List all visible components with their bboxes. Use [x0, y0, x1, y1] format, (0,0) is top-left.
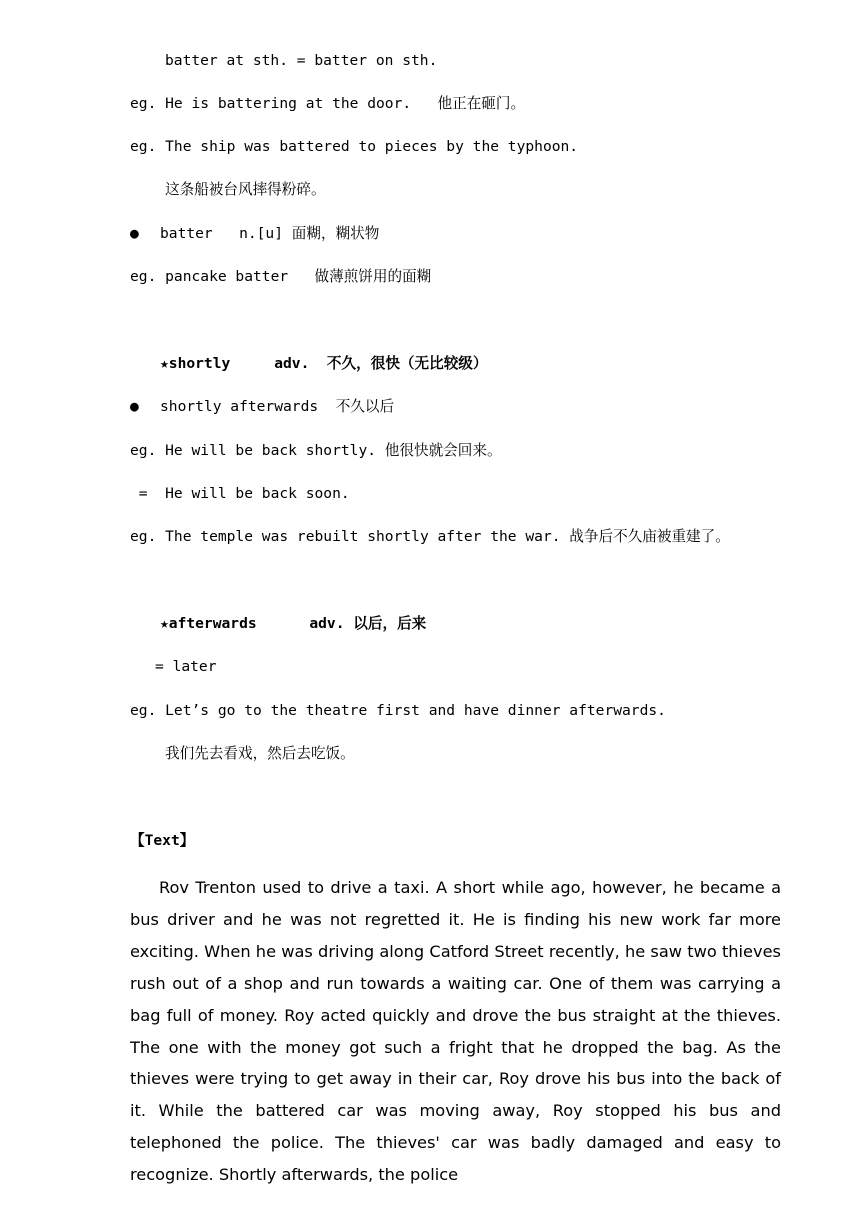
definition-batter-noun: batter n.[u] 面糊，糊状物 [160, 225, 380, 242]
example-ship-translation: 这条船被台风摔得粉碎。 [165, 181, 326, 198]
equivalent-back-soon: = He will be back soon. [130, 485, 350, 502]
definition-line-batter-at: batter at sth. = batter on sth. [165, 52, 438, 69]
headword-shortly: ★shortly adv. 不久，很快（无比较级） [160, 355, 488, 372]
section-heading-text: 【Text】 [130, 832, 195, 849]
example-ship-battered: eg. The ship was battered to pieces by the typhoon. [130, 138, 579, 155]
phrase-shortly-afterwards: shortly afterwards 不久以后 [160, 398, 395, 415]
example-battering-door: eg. He is battering at the door. 他正在砸门。 [130, 95, 526, 112]
bullet-icon: ● [130, 225, 139, 242]
example-theatre-dinner: eg. Let’s go to the theatre first and have dinner afterwards. [130, 702, 666, 719]
headword-afterwards: ★afterwards adv. 以后，后来 [160, 615, 427, 632]
bullet-icon: ● [130, 398, 139, 415]
text-paragraph: Rov Trenton used to drive a taxi. A short while ago, however, he became a bus driver and he was not regretted it. He is finding his new work far more exciting. When he was driving along Catford Street recently, he saw two thieves rush out of a shop and run towards a waiting car. One of them was carrying a bag full of money. Roy acted quickly and drove the bus straight at the thieves. The one with the money got such a fright that he dropped the bag. As the thieves were trying to get away in their car, Roy drove his bus into the back of it. While the battered car was moving away, Roy stopped his bus and telephoned the police. The thieves' car was badly damaged and easy to recognize. Shortly afterwards, the police [130, 878, 781, 1185]
example-back-shortly: eg. He will be back shortly. 他很快就会回来。 [130, 442, 502, 459]
example-pancake-batter: eg. pancake batter 做薄煎饼用的面糊 [130, 268, 432, 285]
equivalent-later: = later [155, 658, 217, 675]
example-temple-rebuilt: eg. The temple was rebuilt shortly after the war. 战争后不久庙被重建了。 [130, 528, 730, 545]
example-theatre-translation: 我们先去看戏，然后去吃饭。 [165, 745, 355, 762]
